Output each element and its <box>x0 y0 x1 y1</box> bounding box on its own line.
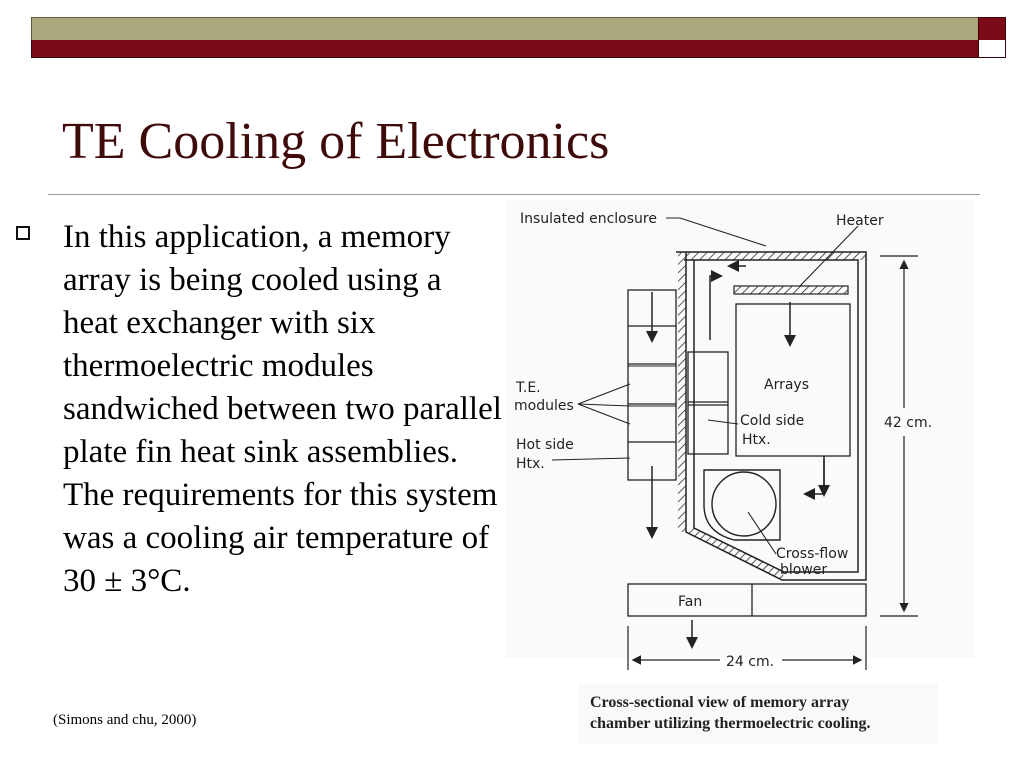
label-cross-flow-1: Cross-flow <box>776 546 849 562</box>
label-heater: Heater <box>836 213 884 229</box>
figure-caption-line-1: Cross-sectional view of memory array <box>590 694 850 711</box>
figure-caption-background <box>578 684 938 744</box>
figure-caption-line-2: chamber utilizing thermoelectric cooling. <box>590 715 871 732</box>
heater-element <box>734 286 848 294</box>
label-height: 42 cm. <box>884 415 933 431</box>
citation: (Simons and chu, 2000) <box>53 712 197 728</box>
label-cross-flow-2: blower <box>780 562 828 578</box>
label-fan: Fan <box>678 594 703 610</box>
label-hot-side-1: Hot side <box>516 437 574 453</box>
label-arrays: Arrays <box>764 377 810 393</box>
slide-title: TE Cooling of Electronics <box>62 113 610 170</box>
fan-box <box>628 584 866 616</box>
label-te-modules-1: T.E. <box>516 380 541 396</box>
label-te-modules-2: modules <box>514 398 574 414</box>
label-hot-side-2: Htx. <box>516 456 545 472</box>
label-cold-side-2: Htx. <box>742 432 771 448</box>
cross-flow-blower <box>704 470 780 540</box>
label-cold-side-1: Cold side <box>740 413 805 429</box>
bullet-text: In this application, a memory array is being cooled using a heat exchanger with six thermoelectric modules sandwiched between two parallel plate fin heat sink assemblies. The requirements for this system was a cooling air temperature of 30 ± 3°C. <box>63 219 502 599</box>
label-insulated-enclosure: Insulated enclosure <box>520 211 657 227</box>
label-width: 24 cm. <box>726 654 775 670</box>
